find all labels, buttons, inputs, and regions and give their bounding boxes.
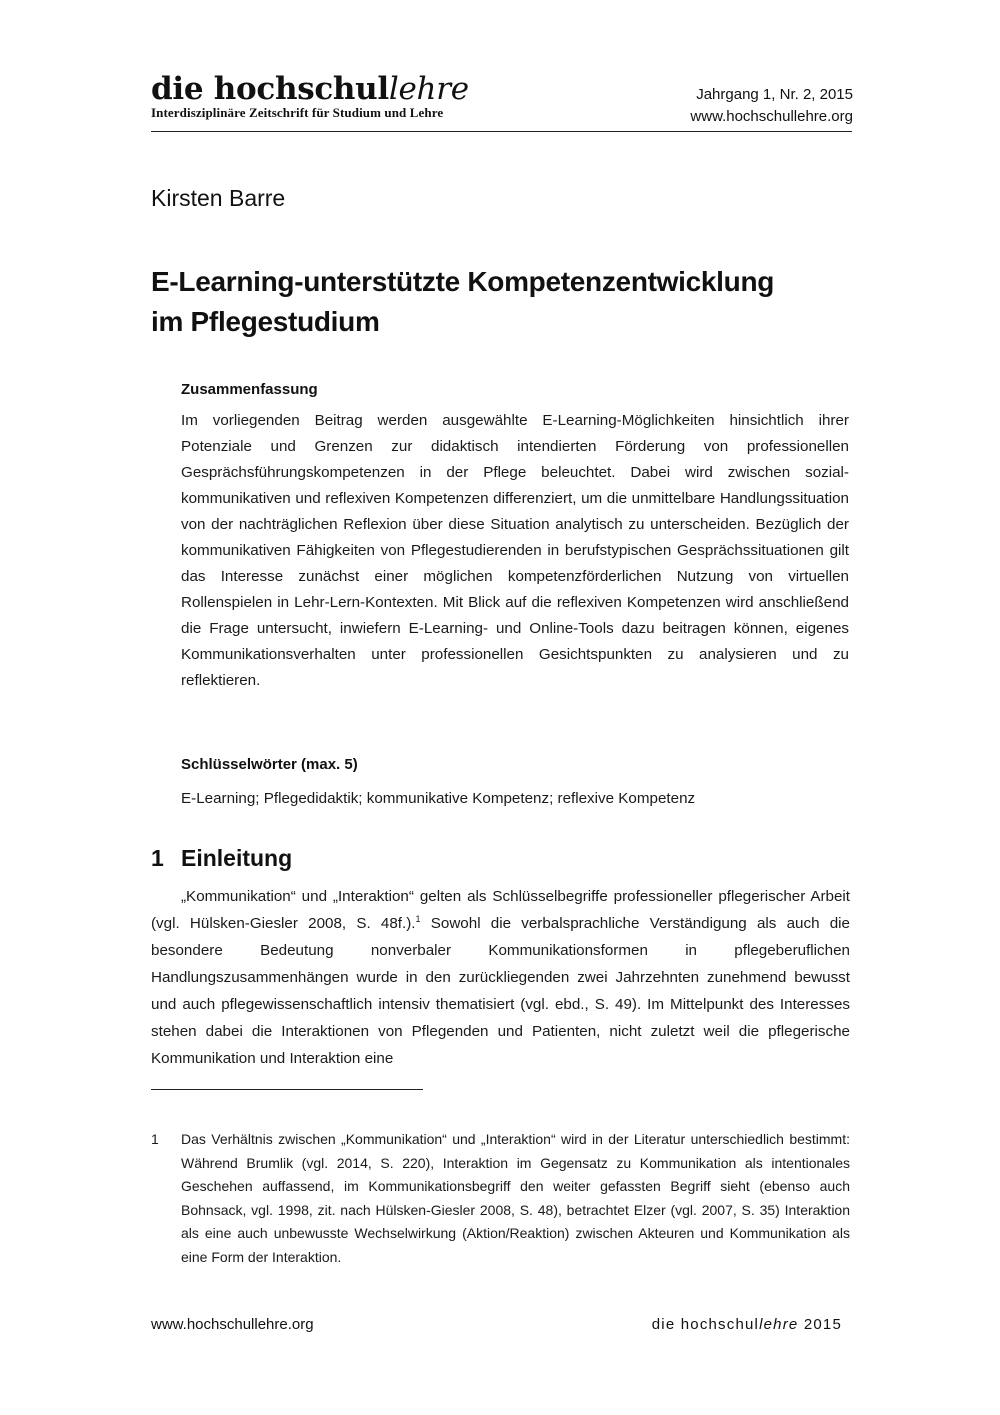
issue-info [690, 84, 853, 128]
footer-journal-italic: lehre [759, 1316, 799, 1333]
journal-masthead [151, 72, 469, 120]
body-text-part-1: „Kommunikation“ und „Interaktion“ gelten als Schlüsselbegriffe professioneller pflegerischer Arbeit (vgl. Hülsken-Giesler 2008, S. 48f.). [151, 888, 850, 932]
footnote [151, 1128, 850, 1269]
abstract-heading: Zusammenfassung [181, 381, 318, 398]
title-line-1: E-Learning-unterstützte Kompetenzentwicklung [151, 266, 775, 297]
section-title: Einleitung [181, 845, 293, 871]
issue-number: Jahrgang 1, Nr. 2, 2015 [696, 86, 853, 103]
header-divider [151, 131, 852, 132]
article-author: Kirsten Barre [151, 185, 286, 211]
title-line-2: im Pflegestudium [151, 306, 380, 337]
footnote-number: 1 [151, 1131, 159, 1147]
section-heading [151, 842, 292, 874]
footnote-reference[interactable]: 1 [415, 913, 421, 924]
body-paragraph [151, 883, 850, 1072]
footer-journal-main: die hochschul [651, 1316, 760, 1333]
journal-logo [151, 72, 469, 106]
header-website: www.hochschullehre.org [690, 108, 853, 125]
footer-website: www.hochschullehre.org [151, 1316, 314, 1333]
abstract-text: Im vorliegenden Beitrag werden ausgewählte E-Learning-Möglichkeiten hinsichtlich ihrer Potenziale und Grenzen zur didaktisch intendierten Förderung von professionellen Gesprächsführungskompetenzen in der Pflege beleuchtet. Dabei wird zwischen sozial-kommunikativen und reflexiven Kompetenzen differenziert, um die unmittelbare Handlungssituation von der nachträglichen Reflexion über diese Situation analytisch zu unterscheiden. Bezüglich der kommunikativen Fähigkeiten von Pflegestudierenden in berufstypischen Gesprächssituationen gilt das Interesse zunächst einer möglichen kompetenzförderlichen Nutzung von virtuellen Rollenspielen in Lehr-Lern-Kontexten. Mit Blick auf die reflexiven Kompetenzen wird anschließend die Frage untersucht, inwiefern E-Learning- und Online-Tools dazu beitragen können, eigenes Kommunikationsverhalten unter professionellen Gesichtspunkten zu analysieren und zu reflektieren. [181, 412, 849, 689]
footnote-divider [151, 1089, 423, 1090]
body-text-part-2: Sowohl die verbalsprachliche Verständigung als auch die besondere Bedeutung nonverbaler Kommunikationsformen in pflegeberuflichen Handlungszusammenhängen wurde in den zurückliegenden zwei Jahrzehnten zunehmend bewusst und auch pflegewissenschaftlich intensiv thematisiert (vgl. ebd., S. 49). Im Mittelpunkt des Interesses stehen dabei die Interaktionen von Pflegenden und Patienten, nicht zuletzt weil die pflegerische Kommunikation und Interaktion eine [151, 915, 850, 1067]
section-number: 1 [151, 845, 164, 871]
footer-journal [652, 1314, 842, 1336]
logo-main-text: die hochschul [151, 71, 389, 107]
abstract [181, 378, 849, 694]
logo-italic-text: lehre [388, 71, 469, 107]
footer-year: 2015 [798, 1316, 842, 1333]
footnote-text: Das Verhältnis zwischen „Kommunikation“ und „Interaktion“ wird in der Literatur unterschiedlich bestimmt: Während Brumlik (vgl. 2014, S. 220), Interaktion im Gegensatz zu Kommunikation als intentionales Geschehen auffassend, im Kommunikationsbegriff den weiter gefassten Begriff sieht (ebenso auch Bohnsack, vgl. 1998, zit. nach Hülsken-Giesler 2008, S. 48), betrachtet Elzer (vgl. 2007, S. 35) Interaktion als eine auch unbewusste Wechselwirkung (Aktion/Reaktion) zwischen Akteuren und Kommunikation als eine Form der Interaktion. [181, 1131, 850, 1265]
journal-subtitle: Interdisziplinäre Zeitschrift für Studium und Lehre [151, 105, 444, 120]
keywords-text: E-Learning; Pflegedidaktik; kommunikative Kompetenz; reflexive Kompetenz [181, 790, 696, 807]
keywords-heading: Schlüsselwörter (max. 5) [181, 756, 358, 773]
article-title [151, 262, 871, 342]
